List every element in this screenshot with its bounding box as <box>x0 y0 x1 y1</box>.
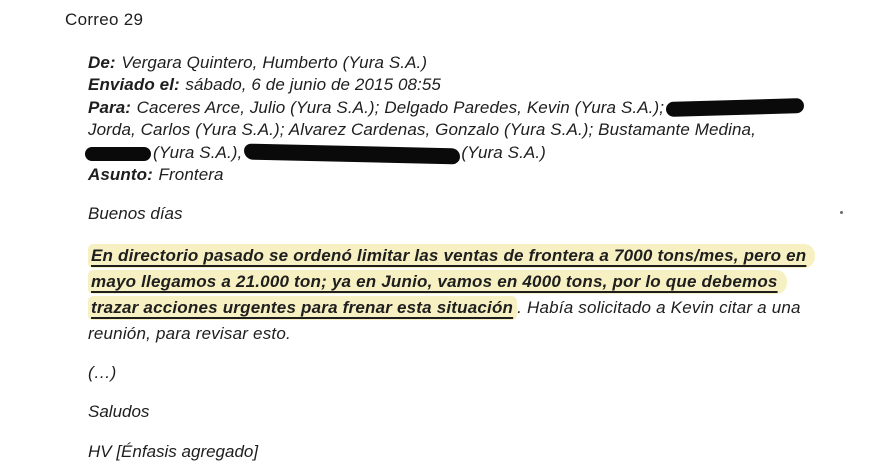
highlighted-text: En directorio pasado se ordenó limitar las ventas de frontera a 7000 tons/mes, pero en <box>88 244 815 268</box>
redaction-bar <box>666 98 804 117</box>
header-subject-value: Frontera <box>158 165 224 185</box>
header-to-label: Para: <box>88 97 132 117</box>
recipient-org: (Yura S.A.) <box>461 142 546 162</box>
highlighted-text: trazar acciones urgentes para frenar esta situación <box>88 296 517 320</box>
body-closing: Saludos <box>88 402 150 421</box>
emphasis-line <box>88 269 815 295</box>
redaction-bar <box>85 147 151 161</box>
header-from <box>88 52 804 74</box>
header-subject-label: Asunto: <box>88 165 153 185</box>
body-text-line: reunión, para revisar esto. <box>88 324 291 343</box>
header-to <box>88 97 804 119</box>
header-subject <box>88 164 804 186</box>
highlighted-text: mayo llegamos a 21.000 ton; ya en Junio, vamos en 4000 tons, por lo que debemos <box>88 270 787 294</box>
body-paragraph <box>88 243 815 347</box>
header-from-label: De: <box>88 53 116 72</box>
header-sent <box>88 74 804 96</box>
recipient-org: (Yura S.A.), <box>153 142 243 162</box>
scan-artifact-dot <box>840 211 843 214</box>
header-sent-value: sábado, 6 de junio de 2015 08:55 <box>185 75 441 95</box>
emphasis-line <box>88 295 815 321</box>
body-text: . Había solicitado a Kevin citar a una <box>517 298 801 317</box>
header-to-redacted-line <box>88 142 804 164</box>
redaction-bar <box>244 143 460 164</box>
omission-marker: (…) <box>88 363 117 382</box>
page-title: Correo 29 <box>65 10 144 29</box>
header-to-wrap-line: Jorda, Carlos (Yura S.A.); Alvarez Cardenas, Gonzalo (Yura S.A.); Bustamante Medina, <box>88 120 756 140</box>
body-signature: HV [Énfasis agregado] <box>88 442 259 461</box>
email-header-block <box>88 52 804 186</box>
header-from-value: Vergara Quintero, Humberto (Yura S.A.) <box>121 53 428 72</box>
header-to-value: Caceres Arce, Julio (Yura S.A.); Delgado Paredes, Kevin (Yura S.A.); <box>136 97 665 117</box>
header-sent-label: Enviado el: <box>88 75 180 95</box>
emphasis-line <box>88 243 815 269</box>
body-greeting: Buenos días <box>88 204 183 223</box>
